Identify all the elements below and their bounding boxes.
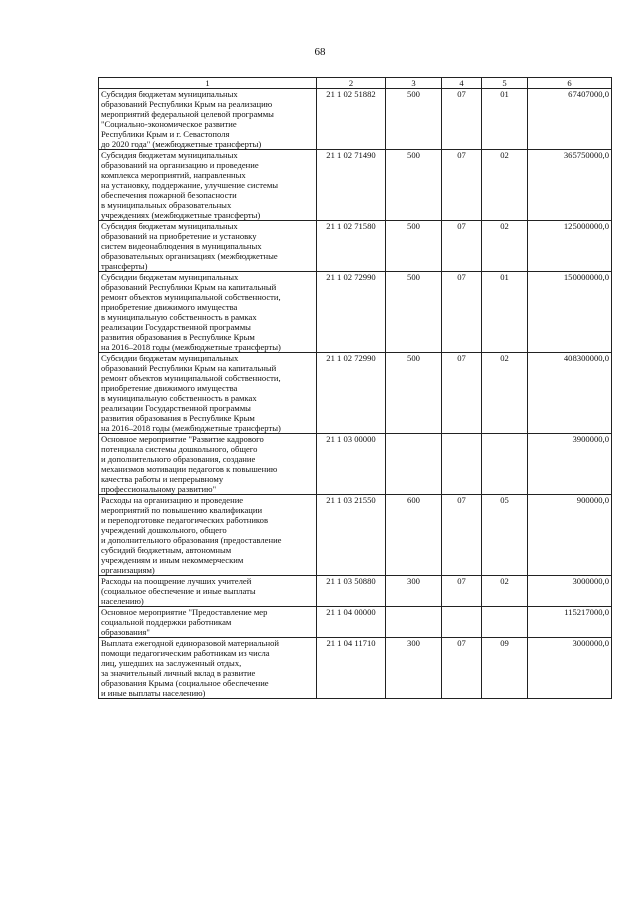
table-row <box>99 434 612 495</box>
target-code: 21 1 02 71490 <box>317 150 386 221</box>
subsection-code: 02 <box>482 150 528 221</box>
column-header: 4 <box>442 78 482 89</box>
page-number: 68 <box>314 46 326 58</box>
item-name: Выплата ежегодной единоразовой материальной помощи педагогическим работникам из числа лиц, ушедших на заслуженный отдых, за значительный личный вклад в развитие образования Крыма (социальное обеспечение и иные выплаты населению) <box>99 638 317 699</box>
section-code <box>442 434 482 495</box>
amount: 3000000,0 <box>528 638 612 699</box>
column-header: 5 <box>482 78 528 89</box>
column-header: 6 <box>528 78 612 89</box>
expense-type: 500 <box>386 272 442 353</box>
section-code <box>442 607 482 638</box>
target-code: 21 1 03 50880 <box>317 576 386 607</box>
amount: 150000000,0 <box>528 272 612 353</box>
item-name: Субсидия бюджетам муниципальных образований Республики Крым на реализацию мероприятий федеральной целевой программы "Социально-экономическое развитие Республики Крым и г. Севастополя до 2020 года" (межбюджетные трансферты) <box>99 89 317 150</box>
target-code: 21 1 02 72990 <box>317 353 386 434</box>
amount: 365750000,0 <box>528 150 612 221</box>
subsection-code: 02 <box>482 353 528 434</box>
expense-type: 300 <box>386 576 442 607</box>
item-name: Основное мероприятие "Развитие кадрового потенциала системы дошкольного, общего и дополнительного образования, создание механизмов мотивации педагогов к повышению качества работы и непрерывному профессиональному развитию" <box>99 434 317 495</box>
section-code: 07 <box>442 150 482 221</box>
column-header: 3 <box>386 78 442 89</box>
amount: 125000000,0 <box>528 221 612 272</box>
amount: 3000000,0 <box>528 576 612 607</box>
target-code: 21 1 02 71580 <box>317 221 386 272</box>
section-code: 07 <box>442 272 482 353</box>
expense-type: 500 <box>386 353 442 434</box>
item-name: Основное мероприятие "Предоставление мер социальной поддержки работникам образования" <box>99 607 317 638</box>
target-code: 21 1 02 72990 <box>317 272 386 353</box>
section-code: 07 <box>442 576 482 607</box>
table-row <box>99 353 612 434</box>
target-code: 21 1 04 00000 <box>317 607 386 638</box>
target-code: 21 1 02 51882 <box>317 89 386 150</box>
table-row <box>99 150 612 221</box>
table-row <box>99 495 612 576</box>
target-code: 21 1 03 21550 <box>317 495 386 576</box>
subsection-code: 02 <box>482 576 528 607</box>
expense-type: 500 <box>386 150 442 221</box>
header-row <box>99 78 612 89</box>
section-code: 07 <box>442 89 482 150</box>
expense-type <box>386 607 442 638</box>
subsection-code: 05 <box>482 495 528 576</box>
amount: 67407000,0 <box>528 89 612 150</box>
item-name: Расходы на поощрение лучших учителей (социальное обеспечение и иные выплаты населению) <box>99 576 317 607</box>
column-header: 2 <box>317 78 386 89</box>
section-code: 07 <box>442 221 482 272</box>
subsection-code: 09 <box>482 638 528 699</box>
column-header: 1 <box>99 78 317 89</box>
subsection-code: 01 <box>482 89 528 150</box>
item-name: Субсидии бюджетам муниципальных образований Республики Крым на капитальный ремонт объектов муниципальной собственности, приобретение движимого имущества в муниципальную собственность в рамках реализации Государственной программы развития образования в Республике Крым на 2016–2018 годы (межбюджетные трансферты) <box>99 353 317 434</box>
budget-table <box>98 77 612 699</box>
subsection-code <box>482 607 528 638</box>
table-row <box>99 576 612 607</box>
section-code: 07 <box>442 495 482 576</box>
expense-type: 500 <box>386 221 442 272</box>
expense-type: 600 <box>386 495 442 576</box>
section-code: 07 <box>442 638 482 699</box>
table-body <box>99 89 612 699</box>
target-code: 21 1 04 11710 <box>317 638 386 699</box>
table-row <box>99 89 612 150</box>
amount: 115217000,0 <box>528 607 612 638</box>
target-code: 21 1 03 00000 <box>317 434 386 495</box>
expense-type: 300 <box>386 638 442 699</box>
item-name: Субсидия бюджетам муниципальных образований на организацию и проведение комплекса мероприятий, направленных на установку, поддержание, улучшение системы обеспечения пожарной безопасности в муниципальных образовательных учреждениях (межбюджетные трансферты) <box>99 150 317 221</box>
item-name: Субсидии бюджетам муниципальных образований Республики Крым на капитальный ремонт объектов муниципальной собственности, приобретение движимого имущества в муниципальную собственность в рамках реализации Государственной программы развития образования в Республике Крым на 2016–2018 годы (межбюджетные трансферты) <box>99 272 317 353</box>
subsection-code: 02 <box>482 221 528 272</box>
table-row <box>99 607 612 638</box>
subsection-code: 01 <box>482 272 528 353</box>
section-code: 07 <box>442 353 482 434</box>
expense-type <box>386 434 442 495</box>
item-name: Субсидия бюджетам муниципальных образований на приобретение и установку систем видеонаблюдения в муниципальных образовательных организациях (межбюджетные трансферты) <box>99 221 317 272</box>
subsection-code <box>482 434 528 495</box>
table-row <box>99 272 612 353</box>
expense-type: 500 <box>386 89 442 150</box>
item-name: Расходы на организацию и проведение мероприятий по повышению квалификации и переподготовке педагогических работников учреждений дошкольного, общего и дополнительного образования (предоставление субсидий бюджетным, автономным учреждениям и иным некоммерческим организациям) <box>99 495 317 576</box>
amount: 900000,0 <box>528 495 612 576</box>
amount: 408300000,0 <box>528 353 612 434</box>
table-row <box>99 638 612 699</box>
amount: 3900000,0 <box>528 434 612 495</box>
table-row <box>99 221 612 272</box>
